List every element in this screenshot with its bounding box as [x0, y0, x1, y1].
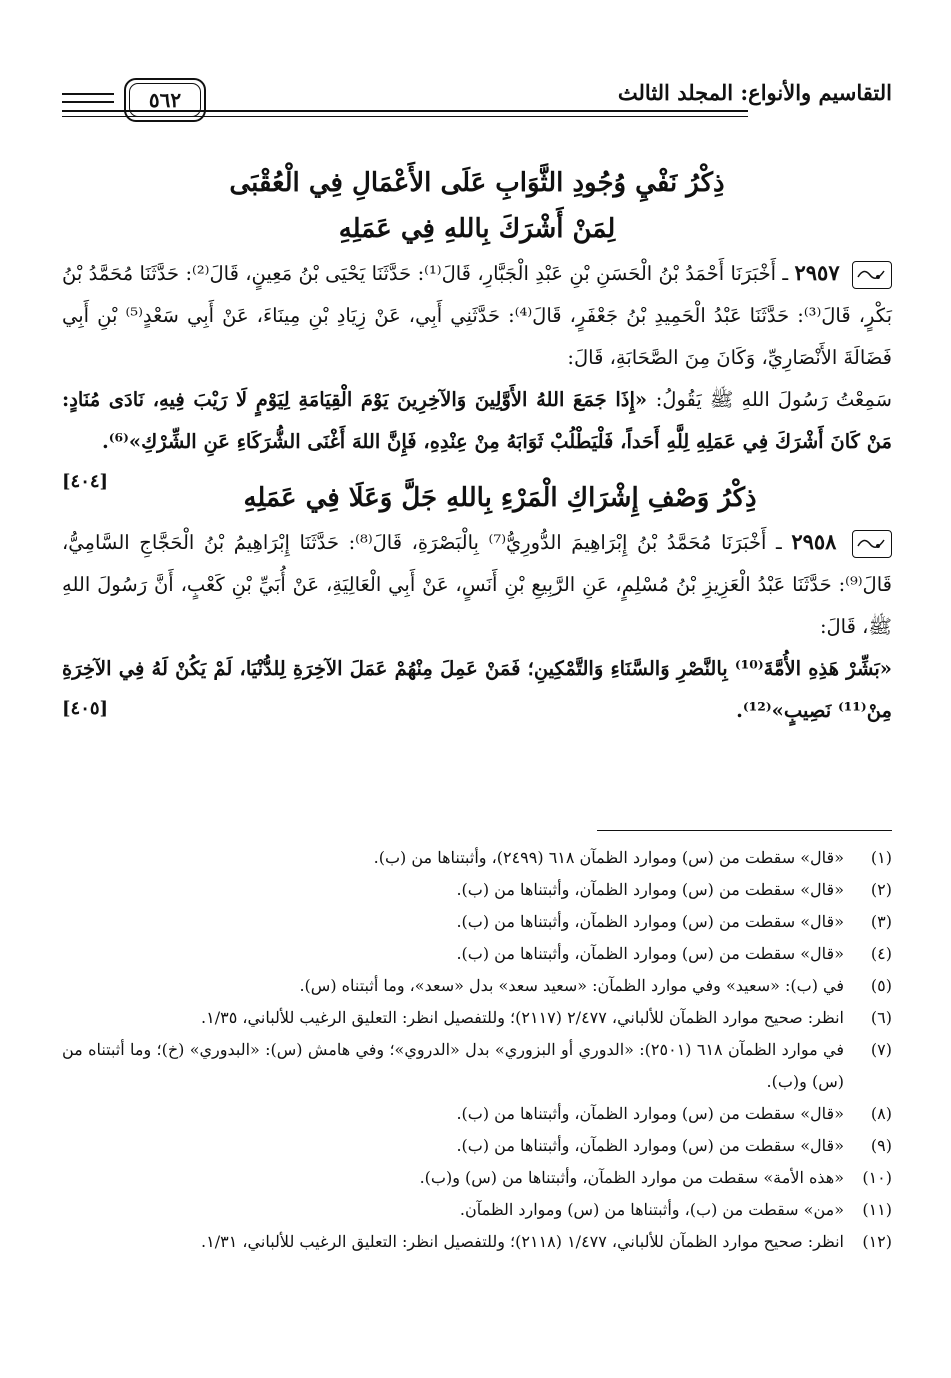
page-header: [62, 78, 892, 128]
isnad-paragraph: [62, 521, 892, 648]
footnote: [62, 1130, 892, 1162]
section-2958: [62, 475, 892, 732]
footnote-number: (٢): [870, 880, 892, 899]
footnote-text: في (ب): «سعيد» وفي موارد الظمآن: «سعيد سعد» بدل «سعد»، وما أثبتناه (س).: [299, 976, 844, 995]
matn-paragraph: [62, 648, 892, 732]
chapter-title: ذِكْرُ وَصْفِ إِشْرَاكِ الْمَرْءِ بِاللهِ جَلَّ وَعَلَا فِي عَمَلِهِ: [243, 483, 757, 513]
reference-number: [٤٠٤]: [62, 471, 109, 492]
footnote-text: «قال» سقطت من (س) وموارد الظمآن، وأثبتناها من (ب).: [456, 944, 844, 963]
footnote-text: انظر: صحيح موارد الظمآن للألباني، ١/٤٧٧ (٢١١٨)؛ وللتفصيل انظر: التعليق الرغيب للألباني، ١/٣١.: [201, 1232, 844, 1251]
page-number: ٥٦٢: [148, 88, 182, 112]
footnote-number: (١٢): [862, 1232, 892, 1251]
footnote-number: (٤): [870, 944, 892, 963]
header-ornament-line: [62, 93, 114, 103]
footnote-number: (٣): [870, 912, 892, 931]
footnote: [62, 1034, 892, 1098]
footnote: [62, 938, 892, 970]
hadith-number: ٢٩٥٨: [791, 529, 837, 554]
main-content: [62, 160, 892, 732]
footnote-text: انظر: صحيح موارد الظمآن للألباني، ٢/٤٧٧ (٢١١٧)؛ وللتفصيل انظر: التعليق الرغيب للألباني، ١/٣٥.: [201, 1008, 844, 1027]
chapter-title: ذِكْرُ نَفْيِ وُجُودِ الثَّوَابِ عَلَى الأَعْمَالِ فِي الْعُقْبَى: [229, 168, 725, 198]
footnote: [62, 1002, 892, 1034]
footnote-number: (١٠): [862, 1168, 892, 1187]
footnote-text: «قال» سقطت من (س) وموارد الظمآن، وأثبتناها من (ب).: [456, 1136, 844, 1155]
footnote: [62, 1098, 892, 1130]
footnote-number: (٦): [870, 1008, 892, 1027]
footnote: [62, 874, 892, 906]
footnote-number: (٩): [870, 1136, 892, 1155]
footnote-text: «قال» سقطت من (س) وموارد الظمآن ٦١٨ (٢٤٩٩)، وأثبتناها من (ب).: [373, 848, 844, 867]
footnote-number: (١١): [862, 1200, 892, 1219]
footnote: [62, 1226, 892, 1258]
isnad-text: ـ أَخْبَرَنَا مُحَمَّدُ بْنُ إِبْرَاهِيمَ الدُّورِيُّ⁽⁷⁾ بِالْبَصْرَةِ، قَالَ⁽⁸⁾: حَدَّثَنَا إِبْرَاهِيمُ بْنُ الْحَجَّاجِ السَّامِيُّ، قَالَ⁽⁹⁾: حَدَّثَنَا عَبْدُ الْعَزِيزِ بْنُ مُسْلِمٍ، عَنِ الرَّبِيعِ بْنِ أَنَسٍ، عَنْ أَبِي الْعَالِيَةِ، عَنْ أُبَيِّ بْنِ كَعْبٍ، أَنَّ رَسُولَ اللهِ ﷺ، قَالَ:: [62, 531, 892, 638]
footnote: [62, 842, 892, 874]
footnote-text: في موارد الظمآن ٦١٨ (٢٥٠١): «الدوري أو البزوري» بدل «الدروي»؛ وفي هامش (س): «البدوري» (خ)؛ وما أثبتناه من (س) و(ب).: [62, 1040, 845, 1091]
matn-intro: سَمِعْتُ رَسُولَ اللهِ ﷺ يَقُولُ:: [655, 388, 892, 411]
matn-text: «بَشِّرْ هَذِهِ الأُمَّةَ⁽¹⁰⁾ بِالنَّصْرِ وَالسَّنَاءِ وَالتَّمْكِينِ؛ فَمَنْ عَمِلَ مِنْهُمْ عَمَلَ الآخِرَةِ لِلدُّنْيَا، لَمْ يَكُنْ لَهُ فِي الآخِرَةِ مِنْ⁽¹¹⁾ نَصِيبٍ»⁽¹²⁾.: [62, 657, 892, 722]
matn-paragraph: [62, 379, 892, 492]
footnote: [62, 1162, 892, 1194]
footnote-separator: [597, 830, 892, 831]
chapter-title-continued: لِمَنْ أَشْرَكَ بِاللهِ فِي عَمَلِهِ: [338, 214, 616, 244]
header-rule: [62, 110, 748, 117]
footnote-text: «هذه الأمة» سقطت من موارد الظمآن، وأثبتناها من (س) و(ب).: [419, 1168, 844, 1187]
footnote: [62, 1194, 892, 1226]
hadith-marker-icon: [852, 261, 892, 289]
reference-number: [٤٠٥]: [62, 698, 109, 719]
footnote-text: «قال» سقطت من (س) وموارد الظمآن، وأثبتناها من (ب).: [456, 1104, 844, 1123]
footnote-text: «قال» سقطت من (س) وموارد الظمآن، وأثبتناها من (ب).: [456, 880, 844, 899]
footnote-text: «من» سقطت من (ب)، وأثبتناها من (س) وموارد الظمآن.: [459, 1200, 844, 1219]
footnote-number: (٨): [870, 1104, 892, 1123]
isnad-paragraph: [62, 252, 892, 379]
footnote-number: (٧): [870, 1040, 892, 1059]
footnote: [62, 970, 892, 1002]
running-title: التقاسيم والأنواع: المجلد الثالث: [617, 80, 892, 105]
footnote-number: (١): [870, 848, 892, 867]
footnote: [62, 906, 892, 938]
section-2957: [62, 160, 893, 492]
footnote-number: (٥): [870, 976, 892, 995]
isnad-text: ـ أَخْبَرَنَا أَحْمَدُ بْنُ الْحَسَنِ بْنِ عَبْدِ الْجَبَّارِ، قَالَ⁽¹⁾: حَدَّثَنَا يَحْيَى بْنُ مَعِينٍ، قَالَ⁽²⁾: حَدَّثَنَا مُحَمَّدُ بْنُ بَكْرٍ، قَالَ⁽³⁾: حَدَّثَنَا عَبْدُ الْحَمِيدِ بْنُ جَعْفَرٍ، قَالَ⁽⁴⁾: حَدَّثَنِي أَبِي، عَنْ زِيَادِ بْنِ مِينَاءَ، عَنْ أَبِي سَعْدٍ⁽⁵⁾ بْنِ أَبِي فَضَالَةَ الأَنْصَارِيِّ، وَكَانَ مِنَ الصَّحَابَةِ، قَالَ:: [62, 262, 893, 369]
matn-text: «إِذَا جَمَعَ اللهُ الأَوَّلِينَ وَالآخِرِينَ يَوْمَ الْقِيَامَةِ لِيَوْمٍ لَا رَيْبَ فِيهِ، نَادَى مُنَادٍ: مَنْ كَانَ أَشْرَكَ فِي عَمَلِهِ لِلَّهِ أَحَداً، فَلْيَطْلُبْ ثَوَابَهُ مِنْ عِنْدِهِ، فَإِنَّ اللهَ أَغْنَى الشُّرَكَاءِ عَنِ الشِّرْكِ»⁽⁶⁾.: [62, 388, 892, 453]
footnotes: [62, 842, 892, 1258]
footnote-text: «قال» سقطت من (س) وموارد الظمآن، وأثبتناها من (ب).: [456, 912, 844, 931]
hadith-number: ٢٩٥٧: [794, 260, 840, 285]
hadith-marker-icon: [852, 530, 892, 558]
